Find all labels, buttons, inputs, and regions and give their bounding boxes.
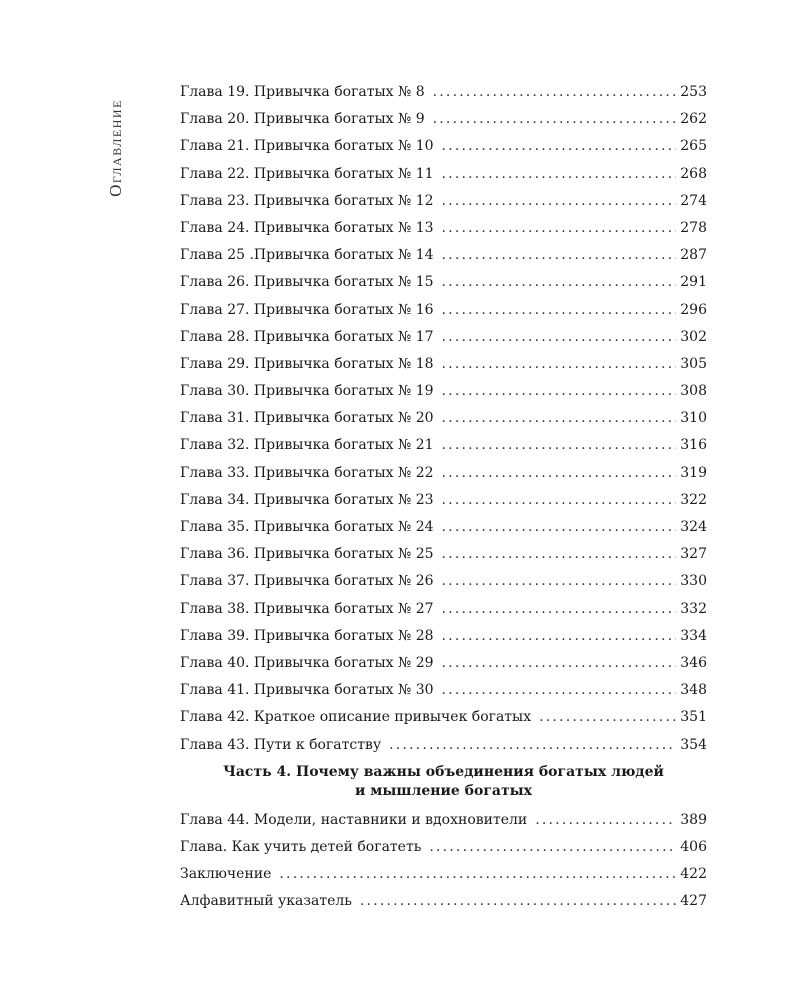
toc-entry-page: 422 — [680, 866, 707, 883]
toc-entry[interactable] — [180, 79, 707, 106]
toc-entry[interactable] — [180, 650, 707, 677]
toc-entry[interactable] — [180, 623, 707, 650]
dot-leader — [442, 568, 677, 595]
dot-leader — [442, 514, 677, 541]
toc-entries-after — [180, 807, 707, 916]
toc-entries-before — [180, 79, 707, 759]
toc-entry-title: Глава 44. Модели, наставники и вдохновители — [180, 811, 528, 828]
dot-leader — [442, 324, 677, 351]
dot-leader — [442, 460, 677, 487]
toc-entry-title: Глава 42. Краткое описание привычек богатых — [180, 709, 532, 726]
table-of-contents — [180, 79, 707, 915]
dot-leader — [360, 888, 676, 915]
toc-entry-page: 308 — [680, 383, 707, 400]
dot-leader — [442, 297, 677, 324]
toc-entry[interactable] — [180, 405, 707, 432]
toc-entry[interactable] — [180, 378, 707, 405]
toc-entry-title: Глава 35. Привычка богатых № 24 — [180, 519, 434, 535]
toc-entry-title: Глава 29. Привычка богатых № 18 — [180, 355, 434, 372]
toc-entry-title: Глава 19. Привычка богатых № 8 — [180, 84, 425, 100]
toc-entry[interactable] — [180, 460, 707, 487]
toc-entry-title: Глава 33. Привычка богатых № 22 — [180, 464, 434, 481]
toc-entry-title: Глава 36. Привычка богатых № 25 — [180, 546, 434, 563]
toc-entry[interactable] — [180, 297, 707, 324]
dot-leader — [442, 650, 677, 677]
dot-leader — [539, 704, 676, 731]
dot-leader — [442, 351, 677, 378]
toc-entry-page: 253 — [680, 84, 707, 100]
toc-entry-page: 319 — [680, 464, 707, 481]
dot-leader — [442, 378, 677, 405]
part-heading — [180, 759, 707, 807]
dot-leader — [442, 596, 677, 623]
dot-leader — [442, 269, 677, 296]
toc-entry-title: Глава 39. Привычка богатых № 28 — [180, 627, 434, 644]
toc-entry-page: 389 — [680, 811, 707, 828]
dot-leader — [442, 242, 677, 269]
toc-entry-page: 330 — [680, 573, 707, 590]
section-title-text: Оглавление — [106, 99, 126, 197]
toc-entry-title: Глава 24. Привычка богатых № 13 — [180, 219, 434, 236]
toc-entry-title: Глава 30. Привычка богатых № 19 — [180, 383, 434, 400]
toc-entry[interactable] — [180, 487, 707, 514]
toc-entry[interactable] — [180, 242, 707, 269]
part-heading-line-1: Часть 4. Почему важны объединения богатых людей — [223, 763, 664, 780]
toc-entry[interactable] — [180, 161, 707, 188]
toc-entry-page: 265 — [680, 138, 707, 155]
toc-entry-title: Алфавитный указатель — [180, 893, 352, 910]
toc-entry[interactable] — [180, 351, 707, 378]
toc-entry[interactable] — [180, 677, 707, 704]
toc-entry-title: Глава 21. Привычка богатых № 10 — [180, 138, 434, 155]
dot-leader — [442, 188, 677, 215]
dot-leader — [442, 623, 677, 650]
toc-entry-page: 348 — [680, 682, 707, 699]
toc-entry-title: Глава 37. Привычка богатых № 26 — [180, 573, 434, 590]
dot-leader — [442, 161, 677, 188]
toc-entry[interactable] — [180, 732, 707, 759]
toc-entry-title: Глава 31. Привычка богатых № 20 — [180, 410, 434, 427]
toc-entry[interactable] — [180, 432, 707, 459]
toc-entry[interactable] — [180, 596, 707, 623]
toc-entry[interactable] — [180, 888, 707, 915]
toc-entry-title: Глава 28. Привычка богатых № 17 — [180, 328, 434, 345]
toc-entry-page: 427 — [680, 893, 707, 910]
toc-entry-title: Глава 27. Привычка богатых № 16 — [180, 301, 434, 318]
toc-entry-page: 316 — [680, 437, 707, 454]
toc-entry-title: Глава 23. Привычка богатых № 12 — [180, 192, 434, 209]
toc-entry-title: Глава 22. Привычка богатых № 11 — [180, 165, 434, 182]
toc-entry[interactable] — [180, 269, 707, 296]
dot-leader — [442, 432, 677, 459]
toc-entry-page: 334 — [680, 627, 707, 644]
toc-entry-page: 296 — [680, 301, 707, 318]
toc-entry[interactable] — [180, 514, 707, 541]
toc-entry[interactable] — [180, 541, 707, 568]
toc-entry-title: Глава 25 .Привычка богатых № 14 — [180, 247, 434, 264]
toc-entry[interactable] — [180, 133, 707, 160]
toc-entry-page: 324 — [680, 519, 707, 535]
toc-entry[interactable] — [180, 834, 707, 861]
toc-entry-title: Глава 26. Привычка богатых № 15 — [180, 274, 434, 291]
toc-entry-page: 406 — [680, 838, 707, 855]
dot-leader — [442, 133, 677, 160]
toc-entry-page: 305 — [680, 355, 707, 372]
toc-entry-page: 354 — [680, 736, 707, 753]
toc-entry-page: 332 — [680, 600, 707, 617]
toc-entry-title: Глава 40. Привычка богатых № 29 — [180, 654, 434, 671]
dot-leader — [389, 732, 676, 759]
toc-entry-page: 327 — [680, 546, 707, 563]
toc-entry-page: 351 — [680, 709, 707, 726]
toc-entry-title: Глава 32. Привычка богатых № 21 — [180, 437, 434, 454]
toc-entry[interactable] — [180, 704, 707, 731]
toc-entry[interactable] — [180, 568, 707, 595]
toc-entry[interactable] — [180, 861, 707, 888]
dot-leader — [442, 677, 677, 704]
toc-entry-page: 322 — [680, 491, 707, 508]
toc-entry-page: 262 — [680, 111, 707, 128]
toc-entry-title: Глава 38. Привычка богатых № 27 — [180, 600, 434, 617]
toc-entry[interactable] — [180, 188, 707, 215]
toc-entry-title: Глава 43. Пути к богатству — [180, 736, 382, 753]
toc-entry[interactable] — [180, 106, 707, 133]
dot-leader — [429, 834, 676, 861]
toc-entry-title: Глава 34. Привычка богатых № 23 — [180, 491, 434, 508]
toc-entry-title: Глава. Как учить детей богатеть — [180, 838, 422, 855]
part-heading-line-2: и мышление богатых — [354, 782, 533, 799]
toc-entry-page: 287 — [680, 247, 707, 264]
toc-entry-title: Заключение — [180, 866, 272, 883]
toc-entry-title: Глава 41. Привычка богатых № 30 — [180, 682, 434, 699]
section-title-vertical — [104, 88, 128, 208]
toc-entry[interactable] — [180, 215, 707, 242]
toc-entry[interactable] — [180, 324, 707, 351]
dot-leader — [535, 807, 676, 834]
toc-entry-page: 278 — [680, 219, 707, 236]
dot-leader — [279, 861, 676, 888]
dot-leader — [442, 405, 677, 432]
dot-leader — [433, 106, 677, 133]
toc-entry-page: 310 — [680, 410, 707, 427]
toc-entry-page: 302 — [680, 328, 707, 345]
dot-leader — [442, 487, 677, 514]
toc-entry-page: 268 — [680, 165, 707, 182]
toc-entry-page: 274 — [680, 192, 707, 209]
toc-entry-page: 291 — [680, 274, 707, 291]
toc-entry-page: 346 — [680, 654, 707, 671]
toc-entry[interactable] — [180, 807, 707, 834]
dot-leader — [442, 541, 677, 568]
dot-leader — [433, 79, 677, 106]
dot-leader — [442, 215, 677, 242]
toc-entry-title: Глава 20. Привычка богатых № 9 — [180, 111, 425, 128]
